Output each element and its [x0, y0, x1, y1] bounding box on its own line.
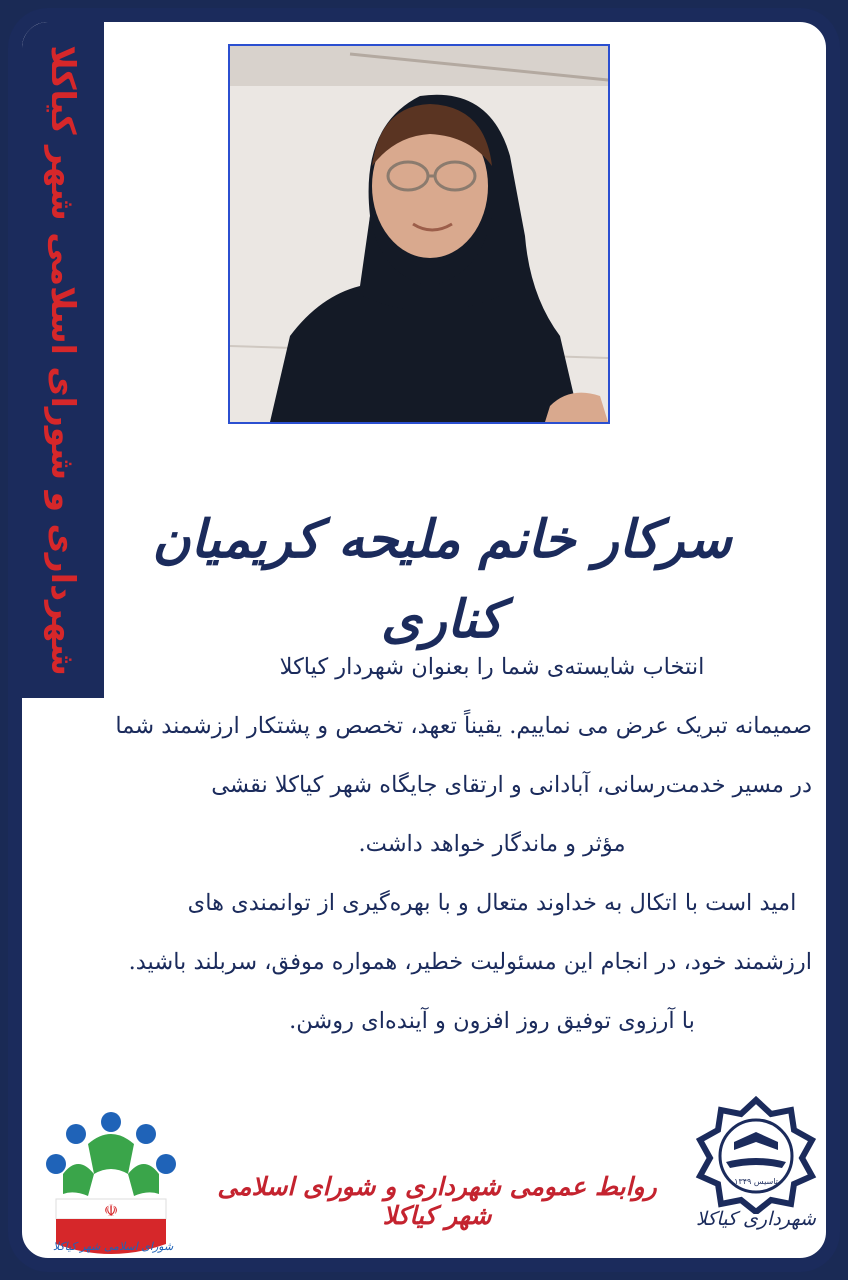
portrait-photo [228, 44, 610, 424]
message-line: با آرزوی توفیق روز افزون و آینده‌ای روشن. [289, 1008, 695, 1034]
congratulation-card [8, 8, 840, 1272]
left-logo-caption: شورای اسلامی شهر کیاکلا [52, 1240, 174, 1253]
footer-signature: روابط عمومی شهرداری و شورای اسلامی شهر کیاکلا [217, 1172, 657, 1230]
message-line: انتخاب شایسته‌ی شما را بعنوان شهردار کیاکلا [279, 654, 705, 680]
message-line: در مسیر خدمت‌رسانی، آبادانی و ارتقای جایگاه شهر کیاکلا نقشی [211, 772, 812, 798]
municipality-emblem-icon [686, 1096, 826, 1214]
message-line: صمیمانه تبریک عرض می نماییم. یقیناً تعهد، تخصص و پشتکار ارزشمند شما [115, 713, 812, 739]
side-banner-text: شهرداری و شورای اسلامی شهر کیاکلا [43, 44, 83, 676]
municipality-logo [686, 1096, 826, 1214]
message-line: امید است با اتکال به خداوند متعال و با بهره‌گیری از توانمندی های [187, 890, 797, 916]
svg-text:☫: ☫ [103, 1201, 119, 1220]
message-body [115, 638, 812, 1051]
city-council-logo [38, 1104, 184, 1264]
side-banner-text-wrap [22, 22, 104, 698]
message-line: مؤثر و ماندگار خواهد داشت. [358, 831, 626, 857]
portrait-illustration [230, 46, 608, 422]
message-line: ارزشمند خود، در انجام این مسئولیت خطیر، همواره موفق، سربلند باشید. [128, 949, 812, 975]
right-logo-year: تاسیس ۱۳۴۹ [734, 1177, 778, 1186]
recipient-name: سرکار خانم ملیحه کریمیان کناری [152, 509, 732, 650]
right-logo-caption: شهرداری کیاکلا [696, 1208, 816, 1230]
